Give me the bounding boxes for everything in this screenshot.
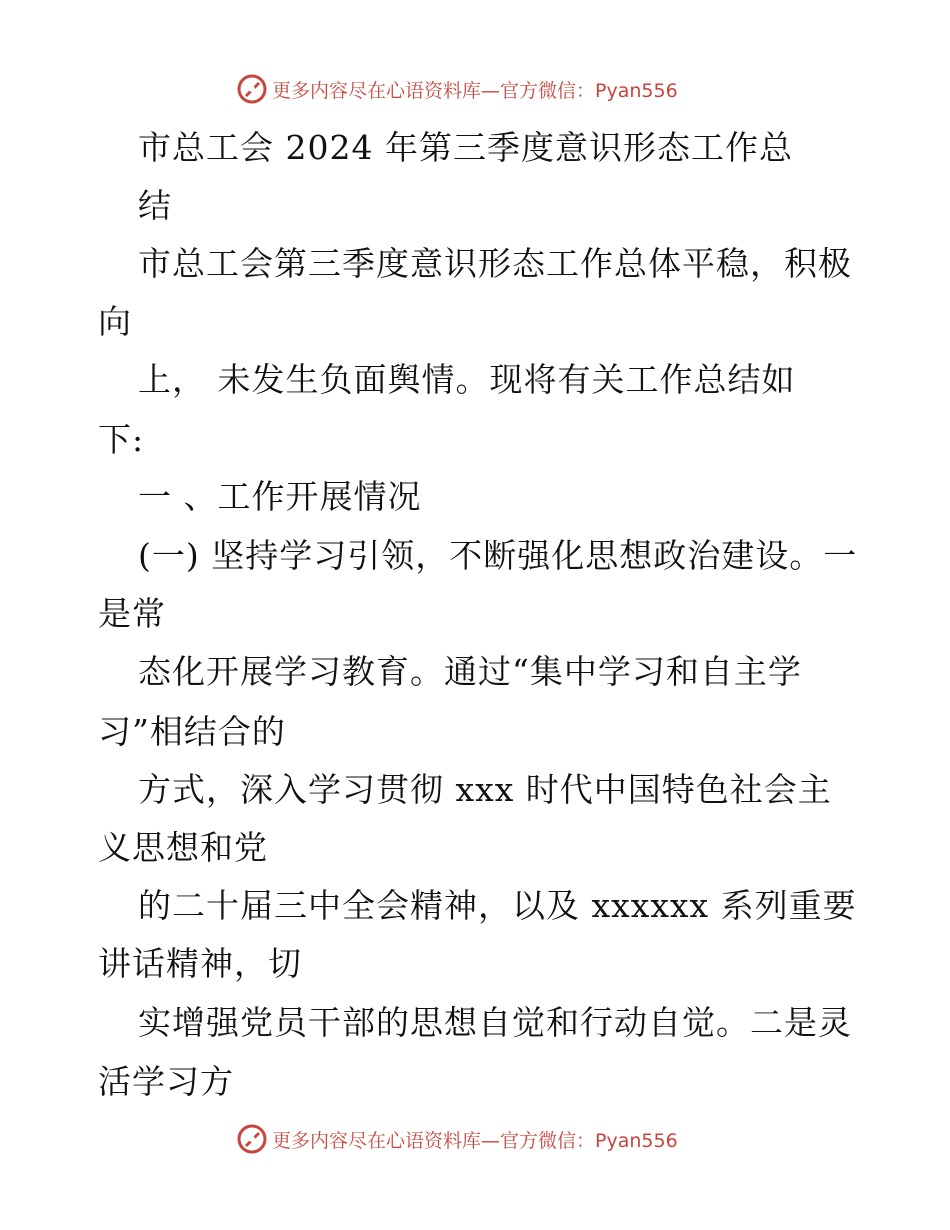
doc-line-12: 方式，深入学习贯彻 xxx 时代中国特色社会主 xyxy=(138,770,832,809)
doc-line-8: (一) 坚持学习引领，不断强化思想政治建设。一 xyxy=(138,536,858,575)
watermark-footer xyxy=(236,1122,678,1156)
doc-line-2: 结 xyxy=(138,186,172,225)
watermark-header xyxy=(236,72,678,106)
watermark-text: 更多内容尽在心语资料库—官方微信：Pyan556 xyxy=(272,79,678,102)
doc-line-1: 市总工会 2024 年第三季度意识形态工作总 xyxy=(138,128,793,167)
doc-line-6: 下: xyxy=(98,420,145,459)
doc-line-4: 向 xyxy=(98,302,132,341)
doc-line-11: 习”相结合的 xyxy=(98,712,286,751)
doc-line-3: 市总工会第三季度意识形态工作总体平稳，积极 xyxy=(138,244,852,283)
doc-line-7: 一 、工作开展情况 xyxy=(138,477,422,516)
doc-line-17: 活学习方 xyxy=(98,1062,234,1101)
doc-line-16: 实增强党员干部的思想自觉和行动自觉。二是灵 xyxy=(138,1003,852,1042)
doc-line-13: 义思想和党 xyxy=(98,828,268,867)
watermark-text: 更多内容尽在心语资料库—官方微信：Pyan556 xyxy=(272,1129,678,1152)
doc-line-10: 态化开展学习教育。通过“集中学习和自主学 xyxy=(138,652,802,691)
brand-logo-icon xyxy=(236,73,268,105)
doc-line-14: 的二十届三中全会精神，以及 xxxxxx 系列重要 xyxy=(138,886,857,925)
doc-line-5: 上， 未发生负面舆情。现将有关工作总结如 xyxy=(138,360,796,399)
doc-line-9: 是常 xyxy=(98,594,166,633)
doc-line-15: 讲话精神，切 xyxy=(98,944,302,983)
brand-logo-icon xyxy=(236,1123,268,1155)
